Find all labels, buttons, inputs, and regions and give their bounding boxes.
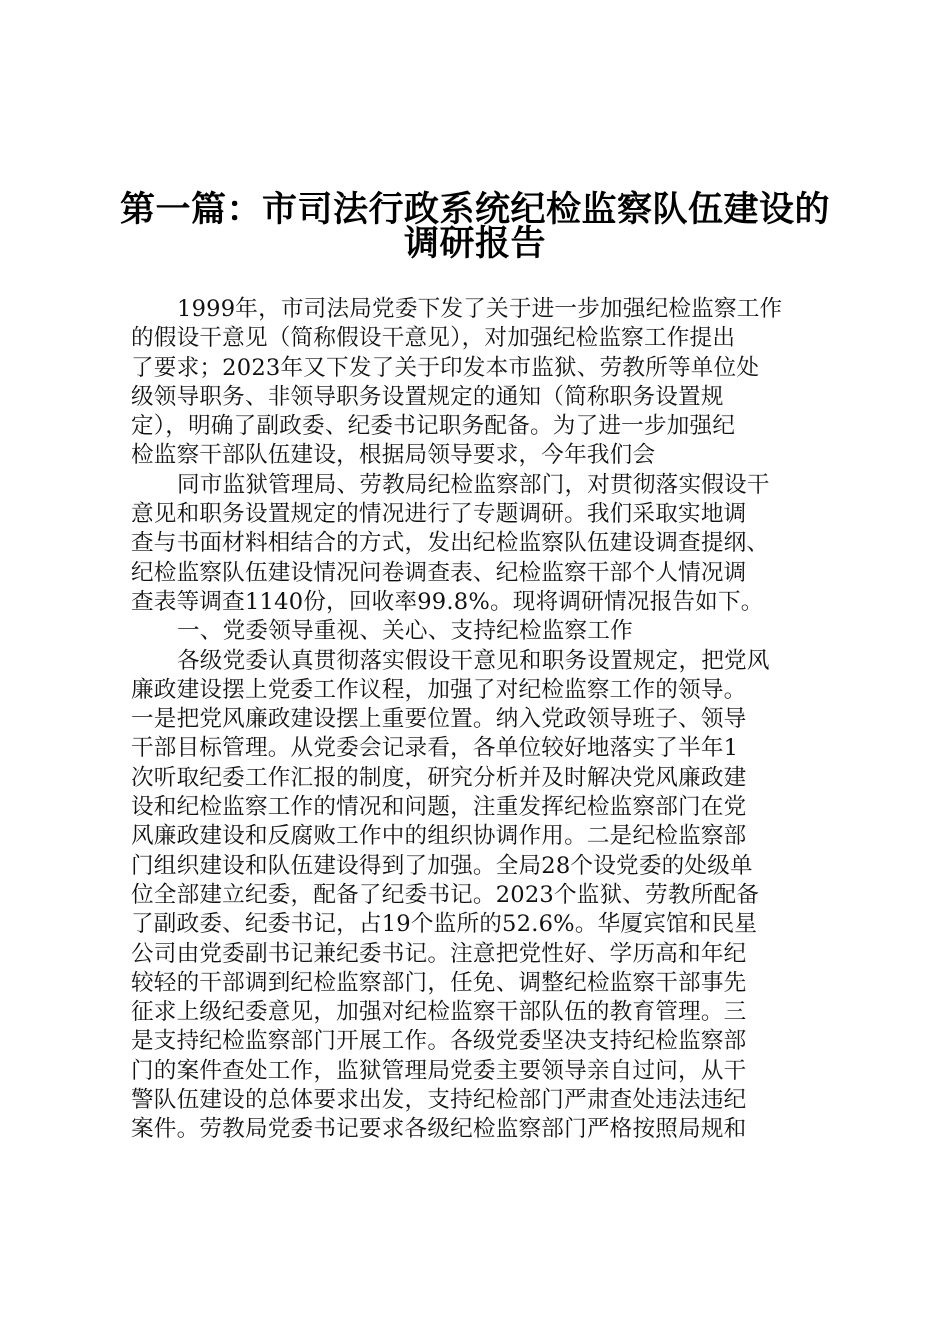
body-text-line: 的假设干意见（简称假设干意见），对加强纪检监察工作提出 [131,325,736,352]
body-text-line: 干部目标管理。从党委会记录看，各单位较好地落实了半年1 [131,735,739,762]
document-title-line-2: 调研报告 [403,224,546,264]
body-text-line: 各级党委认真贯彻落实假设干意见和职务设置规定，把党风 [177,647,770,674]
body-text-line: 征求上级纪委意见，加强对纪检监察干部队伍的教育管理。三 [131,999,747,1026]
document-title-line-1: 第一篇：市司法行政系统纪检监察队伍建设的 [119,190,830,230]
body-text-line: 同市监狱管理局、劳教局纪检监察部门，对贯彻落实假设干 [177,471,770,498]
body-text-line: 意见和职务设置规定的情况进行了专题调研。我们采取实地调 [131,501,747,528]
body-text-line: 廉政建设摆上党委工作议程，加强了对纪检监察工作的领导。 [131,676,747,703]
body-text-line: 警队伍建设的总体要求出发，支持纪检部门严肃查处违法违纪 [131,1087,747,1114]
body-text-line: 是支持纪检监察部门开展工作。各级党委坚决支持纪检监察部 [131,1028,747,1055]
document-body [131,295,831,1145]
body-text-line: 检监察干部队伍建设，根据局领导要求，今年我们会 [131,442,656,469]
body-text-line: 设和纪检监察工作的情况和问题，注重发挥纪检监察部门在党 [131,794,747,821]
body-text-line: 1999年，市司法局党委下发了关于进一步加强纪检监察工作 [177,296,783,322]
body-text-line: 较轻的干部调到纪检监察部门，任免、调整纪检监察干部事先 [131,969,747,996]
body-text-line: 一、党委领导重视、关心、支持纪检监察工作 [177,618,633,645]
body-text-line: 门组织建设和队伍建设得到了加强。全局28个设党委的处级单 [131,852,753,879]
body-text-line: 位全部建立纪委，配备了纪委书记。2023个监狱、劳教所配备 [131,881,760,908]
body-text-line: 一是把党风廉政建设摆上重要位置。纳入党政领导班子、领导 [131,706,747,733]
body-text-line: 查表等调查1140份，回收率99.8%。现将调研情况报告如下。 [131,588,764,615]
body-text-line: 级领导职务、非领导职务设置规定的通知（简称职务设置规 [131,383,724,410]
body-text-line: 公司由党委副书记兼纪委书记。注意把党性好、学历高和年纪 [131,940,747,967]
body-text-line: 了要求；2023年又下发了关于印发本市监狱、劳教所等单位处 [131,354,760,381]
body-text-line: 了副政委、纪委书记，占19个监所的52.6%。华厦宾馆和民星 [131,911,758,938]
body-text-line: 案件。劳教局党委书记要求各级纪检监察部门严格按照局规和 [131,1116,747,1143]
body-text-line: 门的案件查处工作，监狱管理局党委主要领导亲自过问，从干 [131,1057,747,1084]
body-text-line: 风廉政建设和反腐败工作中的组织协调作用。二是纪检监察部 [131,823,747,850]
body-text-line: 定），明确了副政委、纪委书记职务配备。为了进一步加强纪 [131,413,736,440]
body-text-line: 查与书面材料相结合的方式，发出纪检监察队伍建设调查提纲、 [131,530,770,557]
body-text-line: 次听取纪委工作汇报的制度，研究分析并及时解决党风廉政建 [131,764,747,791]
body-text-line: 纪检监察队伍建设情况问卷调查表、纪检监察干部个人情况调 [131,559,747,586]
